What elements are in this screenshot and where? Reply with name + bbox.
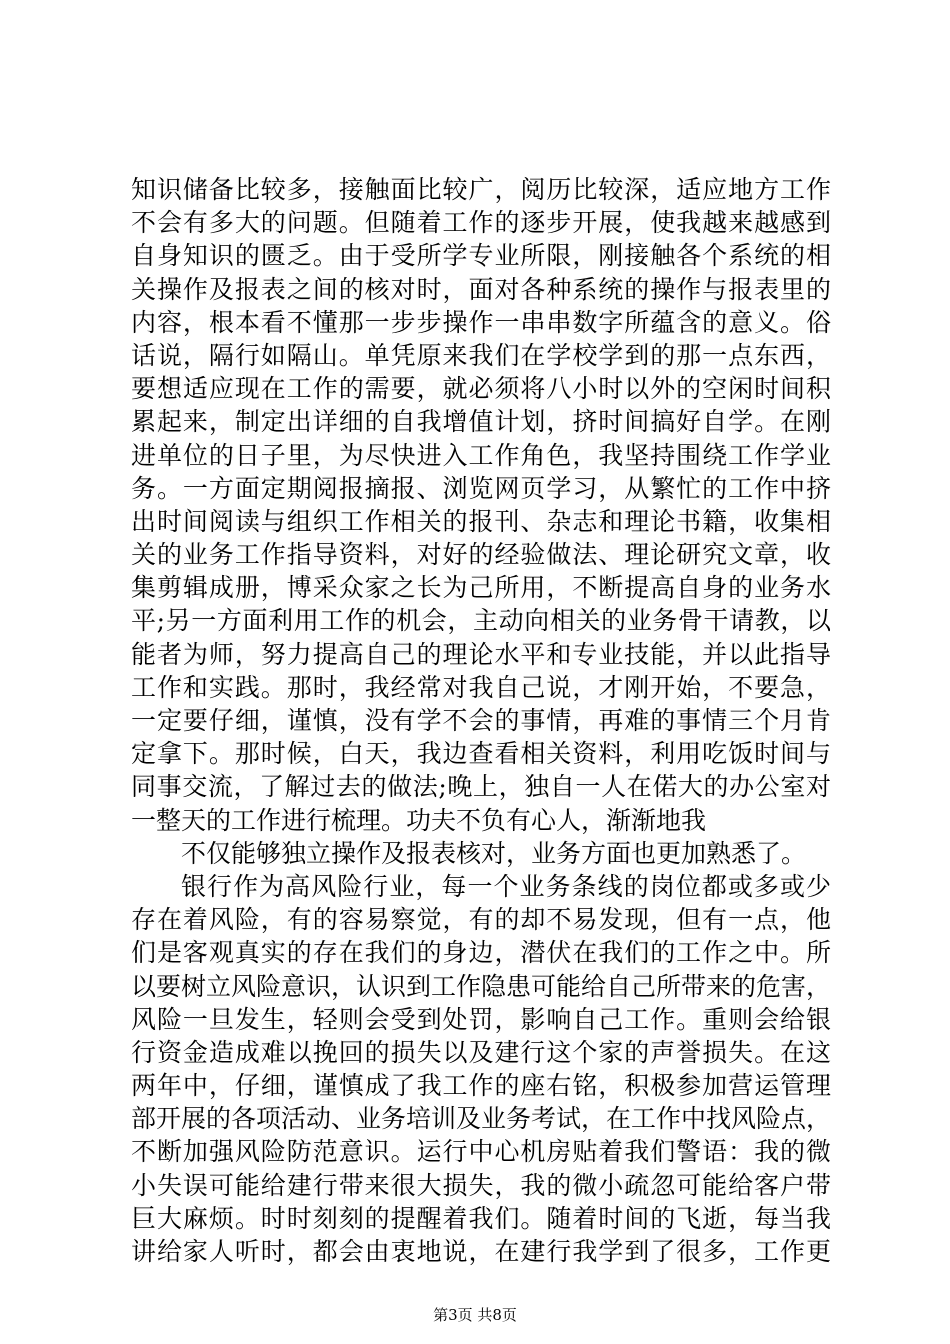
text-line: 关的业务工作指导资料，对好的经验做法、理论研究文章，收 <box>131 540 831 570</box>
text-line: 累起来，制定出详细的自我增值计划，挤时间搞好自学。在刚 <box>131 407 831 437</box>
text-line: 工作和实践。那时，我经常对我自己说，才刚开始，不要急， <box>131 672 831 702</box>
text-line: 关操作及报表之间的核对时，面对各种系统的操作与报表里的 <box>131 274 831 304</box>
text-line: 以要树立风险意识，认识到工作隐患可能给自己所带来的危害， <box>131 971 832 1001</box>
text-line: 部开展的各项活动、业务培训及业务考试，在工作中找风险点， <box>131 1104 832 1134</box>
text-line: 巨大麻烦。时时刻刻的提醒着我们。随着时间的飞逝，每当我 <box>131 1203 831 1233</box>
text-line: 要想适应现在工作的需要，就必须将八小时以外的空闲时间积 <box>131 374 831 404</box>
text-line: 不会有多大的问题。但随着工作的逐步开展，使我越来越感到 <box>131 208 831 238</box>
text-line: 不仅能够独立操作及报表核对，业务方面也更加熟悉了。 <box>181 838 807 868</box>
text-line: 能者为师，努力提高自己的理论水平和专业技能，并以此指导 <box>131 639 831 669</box>
text-line: 存在着风险，有的容易察觉，有的却不易发现，但有一点，他 <box>131 905 831 935</box>
body-text <box>131 173 831 1268</box>
text-line: 内容，根本看不懂那一步步操作一串串数字所蕴含的意义。俗 <box>131 307 831 337</box>
text-line: 同事交流，了解过去的做法;晚上，独自一人在偌大的办公室对 <box>131 772 831 802</box>
text-line: 们是客观真实的存在我们的身边，潜伏在我们的工作之中。所 <box>131 938 831 968</box>
text-line: 一整天的工作进行梳理。功夫不负有心人，渐渐地我 <box>131 805 707 835</box>
text-line: 话说，隔行如隔山。单凭原来我们在学校学到的那一点东西， <box>131 340 831 370</box>
text-line: 务。一方面定期阅报摘报、浏览网页学习，从繁忙的工作中挤 <box>131 473 831 503</box>
text-line: 银行作为高风险行业，每一个业务条线的岗位都或多或少 <box>181 871 831 901</box>
text-line: 平;另一方面利用工作的机会，主动向相关的业务骨干请教，以 <box>131 606 831 636</box>
text-line: 出时间阅读与组织工作相关的报刊、杂志和理论书籍，收集相 <box>131 506 831 536</box>
page-footer: 第3页 共8页 <box>433 1306 517 1324</box>
text-line: 小失误可能给建行带来很大损失，我的微小疏忽可能给客户带 <box>131 1170 831 1200</box>
text-line: 行资金造成难以挽回的损失以及建行这个家的声誉损失。在这 <box>131 1037 831 1067</box>
text-line: 风险一旦发生，轻则会受到处罚，影响自己工作。重则会给银 <box>131 1004 831 1034</box>
text-line: 定拿下。那时候，白天，我边查看相关资料，利用吃饭时间与 <box>131 739 831 769</box>
text-line: 知识储备比较多，接触面比较广，阅历比较深，适应地方工作 <box>131 175 831 204</box>
text-line: 自身知识的匮乏。由于受所学专业所限，刚接触各个系统的相 <box>131 241 831 271</box>
text-line: 不断加强风险防范意识。运行中心机房贴着我们警语：我的微 <box>131 1137 831 1167</box>
text-line: 两年中，仔细，谨慎成了我工作的座右铭，积极参加营运管理 <box>131 1071 831 1101</box>
text-line: 讲给家人听时，都会由衷地说，在建行我学到了很多，工作更 <box>131 1237 831 1266</box>
text-line: 进单位的日子里，为尽快进入工作角色，我坚持围绕工作学业 <box>131 440 831 470</box>
text-line: 一定要仔细，谨慎，没有学不会的事情，再难的事情三个月肯 <box>131 706 831 735</box>
text-line: 集剪辑成册，博采众家之长为己所用，不断提高自身的业务水 <box>131 573 831 603</box>
